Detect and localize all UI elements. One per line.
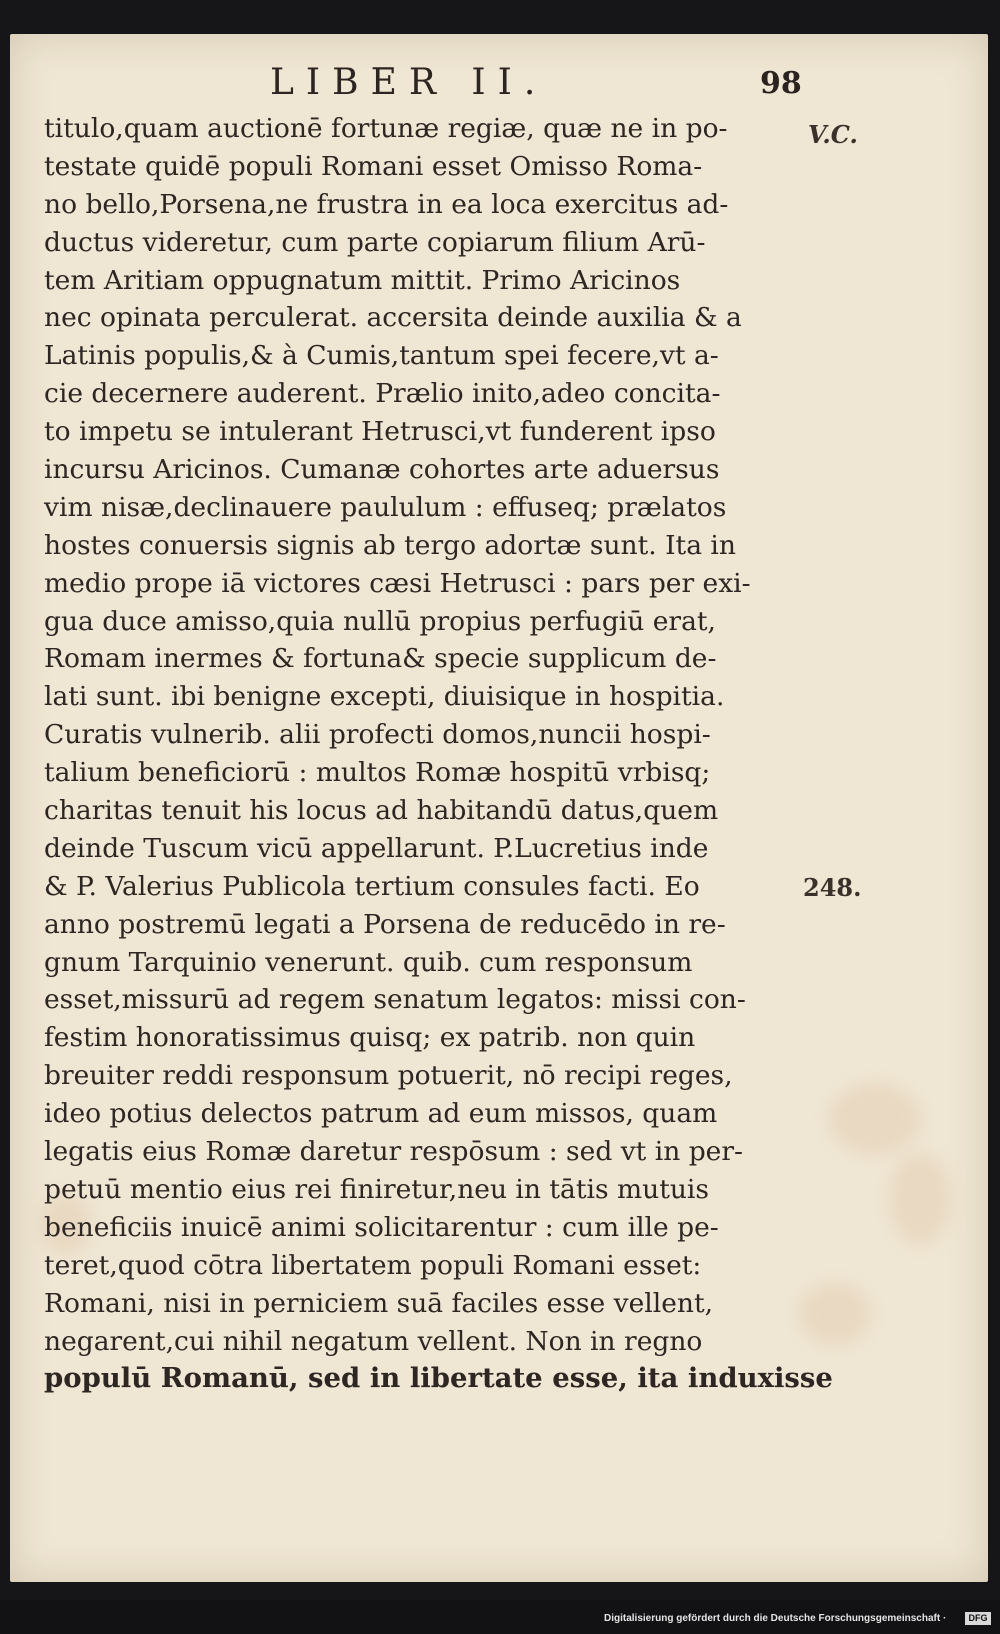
paper-stain [890, 1154, 950, 1244]
text-line: gnum Tarquinio venerunt. quib. cum responsum [44, 946, 693, 978]
page-number: 98 [760, 66, 802, 101]
text-line: to impetu se intulerant Hetrusci,vt funderent ipso [44, 416, 716, 448]
text-line: incursu Aricinos. Cumanæ cohortes arte aduersus [44, 454, 720, 486]
text-line: gua duce amisso,quia nullū propius perfugiū erat, [44, 605, 716, 637]
text-line: Latinis populis,& à Cumis,tantum spei fecere,vt a- [44, 340, 719, 372]
text-line: esset,missurū ad regem senatum legatos: missi con- [44, 984, 746, 1016]
text-line: festim honoratissimus quisq; ex patrib. non quin [44, 1022, 696, 1054]
margin-note-year: 248. [803, 873, 862, 902]
text-line: nec opinata perculerat. accersita deinde auxilia & a [44, 302, 742, 334]
dfg-logo: DFG [965, 1612, 991, 1625]
text-line: deinde Tuscum vicū appellarunt. P.Lucretius inde [44, 832, 709, 864]
text-line: ductus videretur, cum parte copiarum filium Arū- [44, 226, 706, 258]
text-line: legatis eius Romæ daretur respōsum : sed vt in per- [44, 1136, 743, 1168]
paper-stain [800, 1284, 870, 1344]
text-line: no bello,Porsena,ne frustra in ea loca exercitus ad- [44, 188, 729, 220]
text-line: testate quidē populi Romani esset Omisso Roma- [44, 150, 703, 182]
margin-note-vc: V.C. [808, 120, 858, 149]
digitization-credit: Digitalisierung gefördert durch die Deutsche Forschungsgemeinschaft · [604, 1613, 947, 1624]
text-line: & P. Valerius Publicola tertium consules facti. Eo [44, 870, 700, 902]
text-line: medio prope iā victores cæsi Hetrusci : pars per exi- [44, 567, 751, 599]
text-line: beneficiis inuicē animi solicitarentur : cum ille pe- [44, 1211, 719, 1243]
text-line: Romam inermes & fortuna& specie supplicum de- [44, 643, 717, 675]
text-line: lati sunt. ibi benigne excepti, diuisique in hospitia. [44, 681, 725, 713]
text-line: titulo,quam auctionē fortunæ regiæ, quæ ne in po- [44, 113, 728, 144]
text-line: talium beneficiorū : multos Romæ hospitū vrbisq; [44, 757, 711, 789]
text-line: cie decernere auderent. Prælio inito,adeo concita- [44, 378, 721, 410]
text-line: hostes conuersis signis ab tergo adortæ sunt. Ita in [44, 529, 736, 561]
text-line: tem Aritiam oppugnatum mittit. Primo Aricinos [44, 264, 681, 296]
text-line: Curatis vulnerib. alii profecti domos,nuncii hospi- [44, 719, 711, 751]
text-line: teret,quod cōtra libertatem populi Romani esset: [44, 1249, 702, 1281]
text-line: breuiter reddi responsum potuerit, nō recipi reges, [44, 1060, 733, 1092]
text-line: Romani, nisi in perniciem suā faciles esse vellent, [44, 1287, 714, 1319]
text-line: anno postremū legati a Porsena de reducēdo in re- [44, 908, 726, 940]
paper-stain [830, 1084, 920, 1154]
running-head: LIBER II. [270, 62, 548, 103]
text-line: charitas tenuit his locus ad habitandū datus,quem [44, 795, 719, 827]
text-line-catchline: populū Romanū, sed in libertate esse, ita induxisse [44, 1362, 833, 1395]
text-line: negarent,cui nihil negatum vellent. Non in regno [44, 1325, 703, 1357]
text-line: ideo potius delectos patrum ad eum missos, quam [44, 1098, 718, 1130]
text-line: petuū mentio eius rei finiretur,neu in tātis mutuis [44, 1173, 709, 1205]
text-line: vim nisæ,declinauere paululum : effuseq; prælatos [44, 491, 727, 523]
